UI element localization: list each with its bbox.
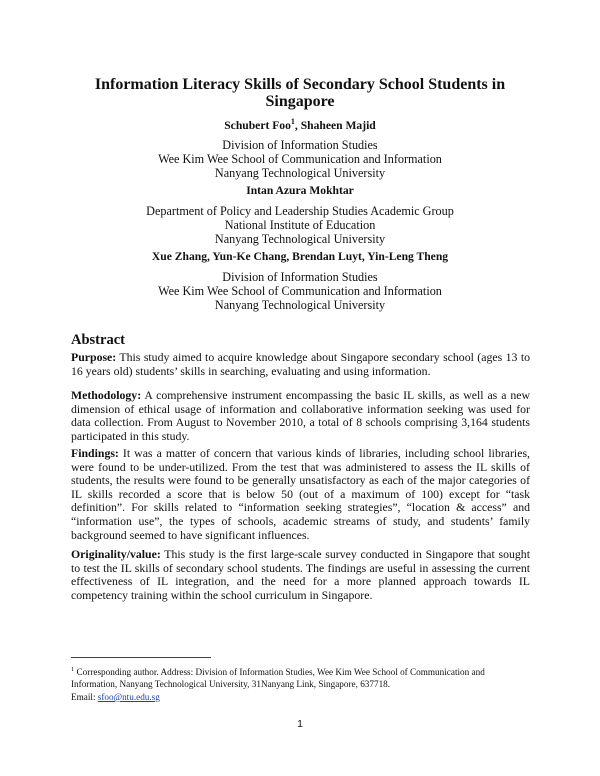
footnote-marker: 1	[71, 666, 75, 673]
footnote	[71, 664, 530, 690]
affiliation-line: Wee Kim Wee School of Communication and Information	[158, 152, 442, 166]
abstract-heading: Abstract	[71, 332, 125, 348]
page-number: 1	[297, 718, 303, 730]
findings-text: It was a matter of concern that various kinds of libraries, including school libraries, were found to be under-utilized. From the test that was administered to assess the IL skills of students, the results were found to be generally unsatisfactory as each of the major categories of IL skills recorded a score that is below 50 (out of a maximum of 100) except for “task definition”. For skills related to “information seeking strategies”, “location & access” and “information use”, the types of schools, academic streams of study, and students’ family background seemed to have significant influences.	[71, 446, 530, 542]
author-group-3	[70, 250, 530, 312]
methodology-text: A comprehensive instrument encompassing the basic IL skills, as well as a new dimension of ethical usage of information and collaborative information seeking was used for data collection. From August to November 2010, a total of 8 schools comprising 3,164 students participated in this study.	[71, 388, 530, 443]
email-label: Email:	[71, 692, 98, 702]
footnote-divider	[71, 657, 211, 658]
affiliation-line: Division of Information Studies	[222, 138, 378, 152]
abstract-findings	[71, 447, 530, 542]
footnote-text: Corresponding author. Address: Division of Information Studies, Wee Kim Wee School of Communication and Information, Nanyang Technological University, 31Nanyang Link, Singapore, 637718.	[71, 667, 485, 689]
author-names-3: Xue Zhang, Yun-Ke Chang, Brendan Luyt, Yin-Leng Theng	[151, 250, 449, 263]
affiliation-1	[70, 138, 530, 180]
author-group-2	[70, 184, 530, 246]
abstract-originality	[71, 548, 530, 602]
author-names-2: Intan Azura Mokhtar	[246, 184, 354, 197]
footnote-email	[71, 692, 160, 702]
affiliation-line: Nanyang Technological University	[214, 166, 386, 180]
author-name-majid: , Shaheen Majid	[294, 119, 376, 132]
footnote-ref-marker: 1	[290, 117, 295, 127]
paper-title: Information Literacy Skills of Secondary School Students in Singapore	[94, 76, 506, 110]
abstract-purpose	[71, 351, 530, 378]
affiliation-2	[70, 204, 530, 246]
originality-label: Originality/value:	[71, 547, 161, 561]
purpose-label: Purpose:	[71, 350, 117, 364]
affiliation-line: National Institute of Education	[224, 218, 376, 232]
author-names-1	[70, 119, 530, 133]
affiliation-line: Wee Kim Wee School of Communication and Information	[158, 284, 442, 298]
affiliation-line: Division of Information Studies	[222, 270, 378, 284]
methodology-label: Methodology:	[71, 388, 142, 402]
affiliation-line: Department of Policy and Leadership Studies Academic Group	[146, 204, 454, 218]
author-name-foo: Schubert Foo	[224, 119, 291, 132]
abstract-methodology	[71, 389, 530, 443]
findings-label: Findings:	[71, 446, 119, 460]
purpose-text: This study aimed to acquire knowledge about Singapore secondary school (ages 13 to 16 years old) students’ skills in searching, evaluating and using information.	[71, 350, 530, 378]
affiliation-line: Nanyang Technological University	[214, 298, 386, 312]
affiliation-3	[70, 270, 530, 312]
author-group-1	[70, 119, 530, 180]
originality-text: This study is the first large-scale survey conducted in Singapore that sought to test the IL skills of secondary school students. The findings are useful in assessing the current effectiveness of IL integration, and the need for a more planned approach towards IL competency training within the school curriculum in Singapore.	[71, 547, 530, 602]
email-link[interactable]: sfoo@ntu.edu.sg	[97, 692, 160, 702]
affiliation-line: Nanyang Technological University	[214, 232, 386, 246]
